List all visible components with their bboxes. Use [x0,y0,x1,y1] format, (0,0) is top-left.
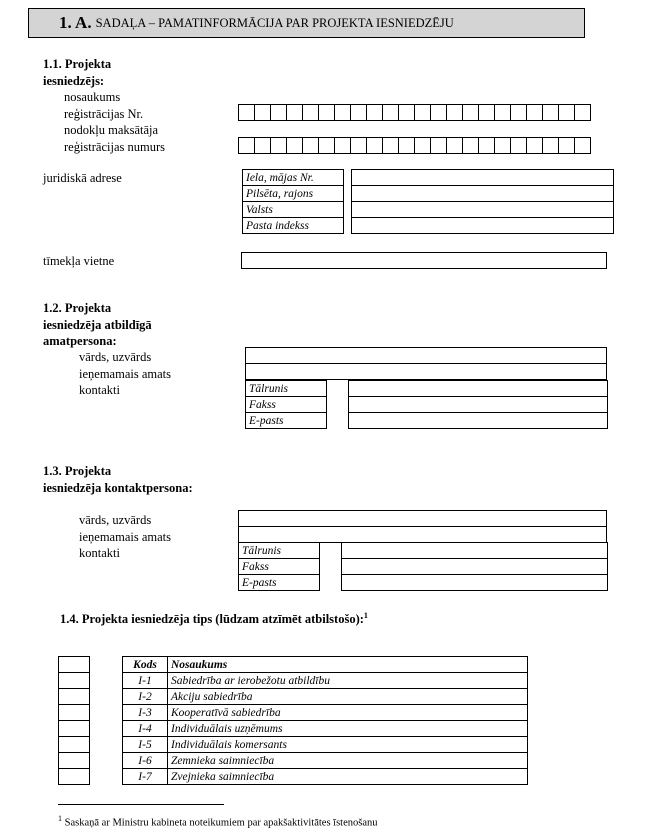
s13-position-field[interactable] [238,526,607,543]
s13-name-field[interactable] [238,510,607,527]
s12-email-label: E-pasts [246,413,327,429]
s13-fax-field[interactable] [342,559,608,575]
footnote-text: Saskaņā ar Ministru kabineta noteikumiem par apakšaktivitātes īstenošanu [64,817,378,829]
country-field[interactable] [352,202,614,218]
s12-contacts-table [245,380,608,429]
web-label: tīmekļa vietne [43,254,115,268]
reg-label: reģistrācijas Nr. [64,106,144,121]
city-label: Pilsēta, rajons [243,186,344,202]
table-row: I-4 Individuālais uzņēmums [123,721,528,737]
s11-heading: 1.1. Projekta iesniedzējs: [43,57,112,88]
s12-name-field[interactable] [245,347,607,364]
s12-phone-field[interactable] [349,381,608,397]
table-row: I-7 Zvejnieka saimniecība [123,769,528,785]
s12-fax-field[interactable] [349,397,608,413]
postal-label: Pasta indekss [243,218,344,234]
s13-contacts-label: kontakti [79,546,120,560]
s12-contacts-label: kontakti [79,383,120,397]
footnote-mark: 1 [58,814,62,823]
table-row: I-2 Akciju sabiedrība [123,689,528,705]
table-row: I-3 Kooperatīvā sabiedrība [123,705,528,721]
s13-fax-label: Fakss [239,559,320,575]
city-field[interactable] [352,186,614,202]
type-table [122,656,528,785]
s11-labels [64,89,165,155]
s12-labels [79,349,171,399]
name-label: nosaukums [64,90,121,104]
tax-label-2: reģistrācijas numurs [64,139,166,154]
footnote-ref: 1 [363,611,368,620]
type-checkboxes [58,656,90,785]
section-title: SADAĻA – PAMATINFORMĀCIJA PAR PROJEKTA IESNIEDZĒJU [95,15,454,30]
s12-name-label: vārds, uzvārds [79,350,152,364]
s12-phone-label: Tālrunis [246,381,327,397]
s13-heading: 1.3. Projekta iesniedzēja kontaktpersona: [43,464,193,495]
table-row: I-6 Zemnieka saimniecība [123,753,528,769]
s12-heading: 1.2. Projekta iesniedzēja atbildīgā amatpersona: [43,301,152,348]
s13-name-label: vārds, uzvārds [79,513,152,527]
type-checkbox[interactable] [59,673,90,689]
footnote [58,814,378,829]
postal-field[interactable] [352,218,614,234]
address-table [242,169,614,234]
s12-email-field[interactable] [349,413,608,429]
table-row: I-5 Individuālais komersants [123,737,528,753]
footnote-divider [58,804,224,805]
country-label: Valsts [243,202,344,218]
type-checkbox[interactable] [59,689,90,705]
col-code-header: Kods [123,657,168,673]
type-checkbox[interactable] [59,705,90,721]
reg-number-boxes[interactable] [238,104,591,121]
section-header [28,8,585,38]
s12-fax-label: Fakss [246,397,327,413]
table-row: I-1 Sabiedrība ar ierobežotu atbildību [123,673,528,689]
s13-email-field[interactable] [342,575,608,591]
s12-position-field[interactable] [245,363,607,380]
tax-number-boxes[interactable] [238,137,591,154]
address-label: juridiskā adrese [43,171,122,185]
s13-contacts-table [238,542,608,591]
web-field[interactable] [241,252,607,269]
s13-email-label: E-pasts [239,575,320,591]
s13-labels [79,512,171,562]
street-field[interactable] [352,170,614,186]
type-checkbox[interactable] [59,737,90,753]
s13-phone-field[interactable] [342,543,608,559]
type-checkbox[interactable] [59,769,90,785]
type-checkbox[interactable] [59,753,90,769]
s13-position-label: ieņemamais amats [79,529,171,544]
type-checkbox[interactable] [59,721,90,737]
section-number: 1. A. [59,13,92,32]
s13-phone-label: Tālrunis [239,543,320,559]
type-checkbox[interactable] [59,657,90,673]
street-label: Iela, mājas Nr. [243,170,344,186]
tax-label-1: nodokļu maksātāja [64,123,159,137]
s12-position-label: ieņemamais amats [79,366,171,381]
s14-heading: 1.4. Projekta iesniedzēja tips (lūdzam atzīmēt atbilstošo):$^1$ [60,611,368,627]
col-name-header: Nosaukums [168,657,528,673]
